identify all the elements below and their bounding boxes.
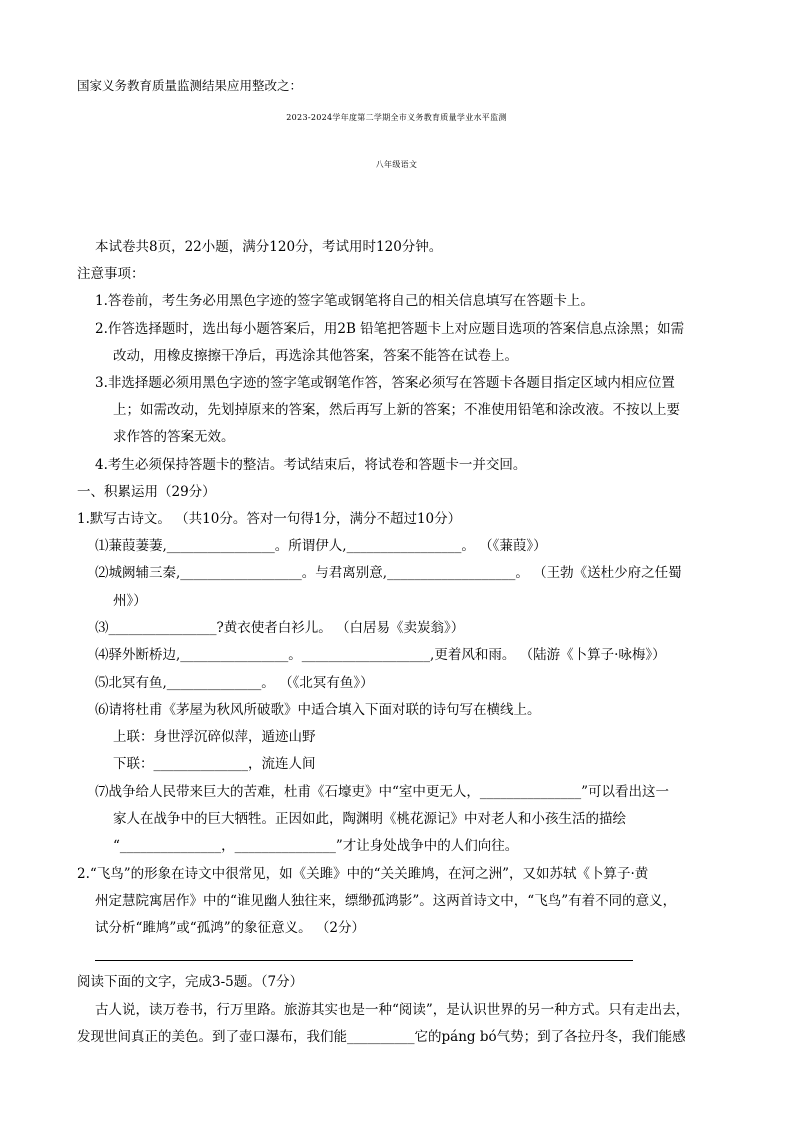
note-line: 1.答卷前，考生务必用黑色字迹的签字笔或钢笔将自己的相关信息填写在答题卡上。: [95, 293, 594, 309]
question-2-line: 州定慧院寓居作》中的“谁见幽人独往来，缥缈孤鸿影”。这两首诗文中，“飞鸟”有着不同的意义，: [95, 893, 677, 909]
exam-intro: 本试卷共8页，22小题，满分120分，考试用时120分钟。: [95, 239, 443, 255]
q1-item: ⑹请将杜甫《茅屋为秋风所破歌》中适合填入下面对联的诗句写在横线上。: [95, 702, 541, 718]
q1-item: ⑶________________?黄衣使者白衫儿。 （白居易《卖炭翁》）: [95, 620, 465, 636]
q1-item: ⑺战争给人民带来巨大的苦难，杜甫《石壕吏》中“室中更无人，_______________”可以看出这一: [95, 784, 670, 800]
q1-item: “_______________，_______________”才让身处战争中的人们向往。: [113, 838, 519, 854]
question-1-stem: 1.默写古诗文。 （共10分。答对一句得1分，满分不超过10分）: [77, 511, 462, 527]
couplet-lower: 下联：______________，流连人间: [113, 756, 316, 772]
q1-item: 家人在战争中的巨大牺牲。正因如此，陶渊明《桃花源记》中对老人和小孩生活的描绘: [113, 811, 626, 827]
note-line: 求作答的答案无效。: [113, 429, 235, 445]
passage-line: 古人说，读万卷书，行万里路。旅游其实也是一种“阅读”，是认识世界的另一种方式。只有走出去，: [95, 1002, 690, 1018]
exam-title: 2023-2024学年度第二学期全市义务教育质量学业水平监测: [286, 113, 507, 122]
reading-instruction: 阅读下面的文字，完成3-5题。（7分）: [77, 974, 304, 990]
question-2-line: 2.“飞鸟”的形象在诗文中很常见，如《关雎》中的“关关雎鸠，在河之洲”，又如苏轼《卜算子·黄: [77, 866, 649, 882]
note-line: 4.考生必须保持答题卡的整洁。考试结束后，将试卷和答题卡一并交回。: [95, 457, 527, 473]
q1-item: ⑷驿外断桥边,________________。___________________,更着风和雨。 （陆游《卜算子·咏梅》）: [95, 647, 666, 663]
exam-subject: 八年级语文: [375, 160, 418, 169]
note-line: 3.非选择题必须用黑色字迹的签字笔或钢笔作答，答案必须写在答题卡各题目指定区域内相应位置: [95, 375, 675, 391]
question-2-line: 试分析“雎鸠”或“孤鸿”的象征意义。 （2分）: [95, 920, 365, 936]
q1-item: ⑴蒹葭萋萋,________________。所谓伊人,_________________。 （《蒹葭》）: [95, 538, 547, 554]
q1-item: ⑵城阙辅三秦,__________________。与君离别意,___________________。 （王勃《送杜少府之任蜀: [95, 565, 682, 581]
passage-line: 发现世间真正的美色。到了壶口瀑布，我们能__________它的páng bó气势；到了各拉丹冬，我们能感: [77, 1029, 686, 1045]
couplet-upper: 上联：身世浮沉碎似萍，遁迹山野: [113, 729, 316, 745]
q1-item: ⑸北冥有鱼,______________。 （《北冥有鱼》）: [95, 675, 374, 691]
note-line: 2.作答选择题时，选出每小题答案后，用2B 铅笔把答题卡上对应题目选项的答案信息点涂黑；如需: [95, 321, 685, 337]
notes-heading: 注意事项：: [77, 266, 145, 282]
q1-item: 州》）: [113, 593, 147, 609]
note-line: 改动，用橡皮擦擦干净后，再选涂其他答案，答案不能答在试卷上。: [113, 348, 518, 364]
answer-line: [95, 960, 633, 961]
section-heading: 一、积累运用（29分）: [77, 484, 216, 500]
exam-subtitle: 国家义务教育质量监测结果应用整改之：: [77, 78, 303, 93]
note-line: 上；如需改动，先划掉原来的答案，然后再写上新的答案；不准使用铅笔和涂改液。不按以上要: [113, 402, 680, 418]
